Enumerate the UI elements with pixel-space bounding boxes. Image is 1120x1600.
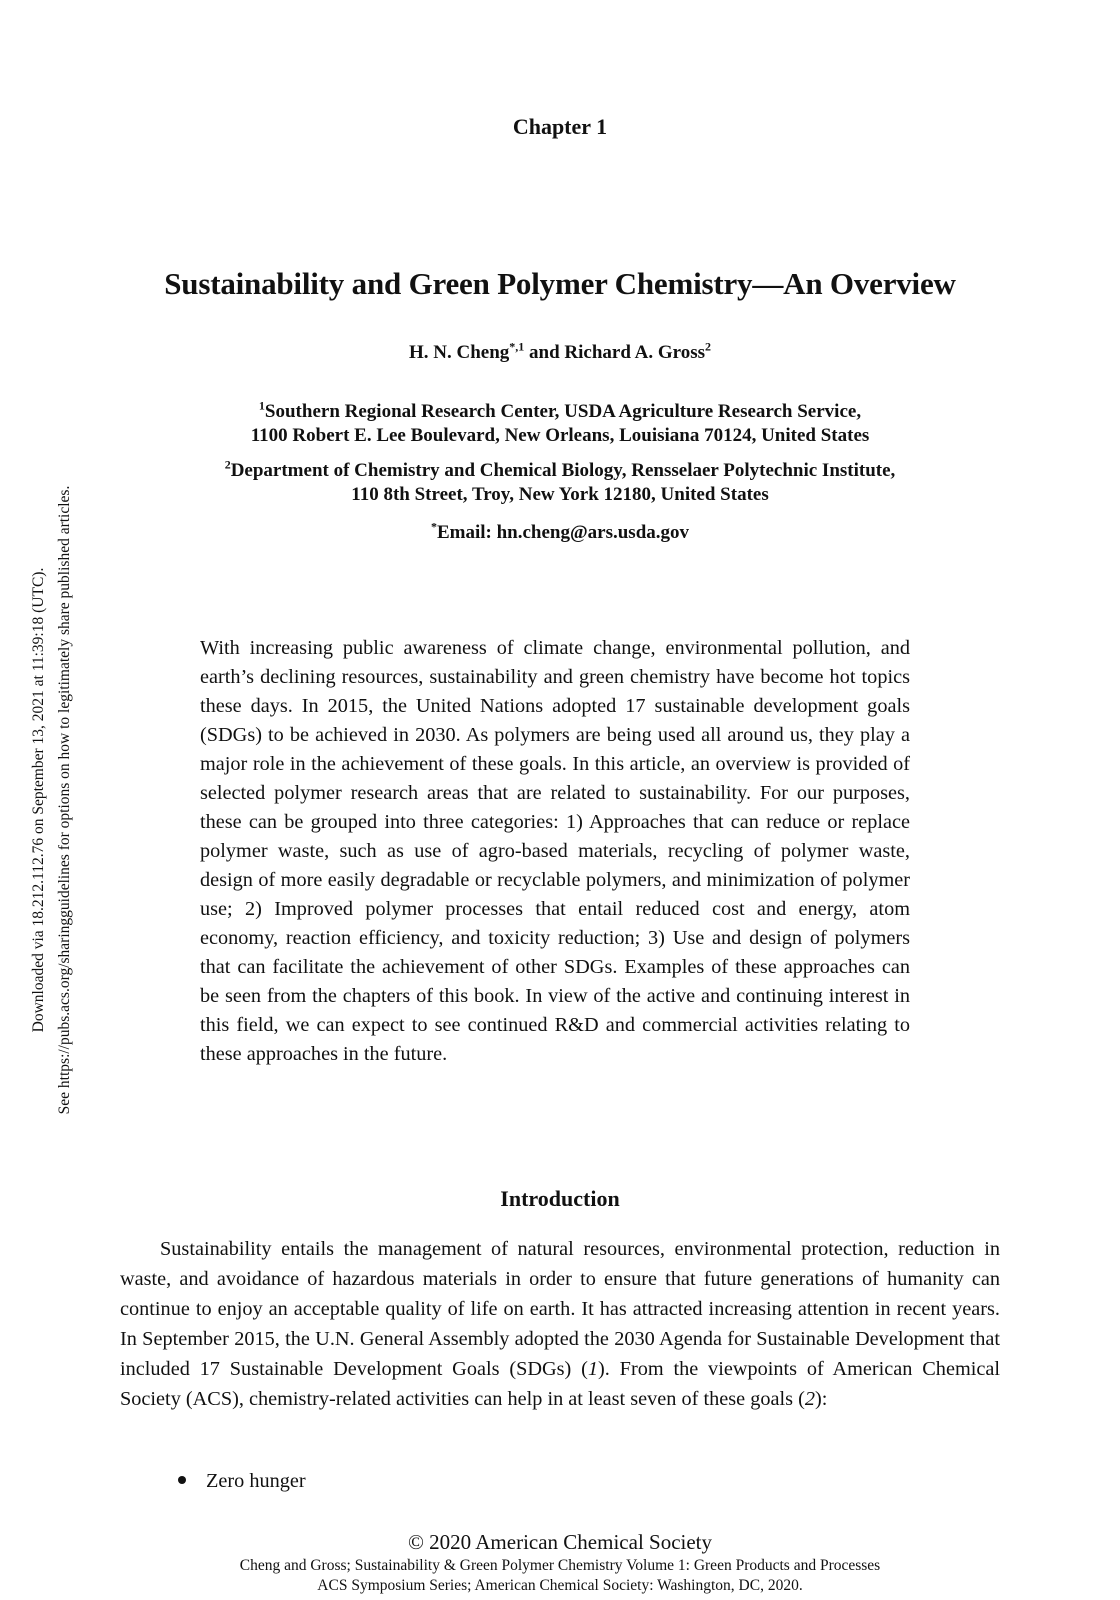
author-1-marker: *,1 [509, 339, 525, 354]
author-2-marker: 2 [705, 339, 712, 354]
introduction-heading: Introduction [500, 1186, 620, 1211]
reference-1: 1 [587, 1358, 599, 1380]
introduction-paragraph [120, 1234, 1000, 1414]
abstract: With increasing public awareness of climate change, environmental pollution, and earth’s declining resources, sustainability and green chemistry have become hot topics these days. In 2015, the United Nations adopted 17 sustainable development goals (SDGs) to be achieved in 2030. As polymers are being used all around us, they play a major role in the achievement of these goals. In this article, an overview is provided of selected polymer research areas that are related to sustainability. For our purposes, these can be grouped into three categories: 1) Approaches that can reduce or replace polymer waste, such as use of agro-based materials, recycling of polymer waste, design of more easily degradable or recyclable polymers, and minimization of polymer use; 2) Improved polymer processes that entail reduced cost and energy, atom economy, reaction efficiency, and toxicity reduction; 3) Use and design of polymers that can facilitate the achievement of other SDGs. Examples of these approaches can be seen from the chapters of this book. In view of the active and continuing interest in this field, we can expect to see continued R&D and commercial activities relating to these approaches in the future. [200, 637, 910, 1065]
intro-text-3: ): [814, 1388, 828, 1410]
affiliation-1-marker: 1 [258, 398, 265, 413]
affiliation-2-line-2: 110 8th Street, Troy, New York 12180, United States [351, 484, 769, 505]
bullet-dot-icon [178, 1476, 186, 1484]
paper-title: Sustainability and Green Polymer Chemistry—An Overview [164, 266, 956, 301]
copyright: © 2020 American Chemical Society [407, 1530, 713, 1554]
affiliation-1-line-2: 1100 Robert E. Lee Boulevard, New Orleans, Louisiana 70124, United States [250, 425, 870, 446]
affiliation-2-marker: 2 [224, 457, 231, 472]
email-marker: * [430, 519, 437, 534]
author-conjunction: and [524, 342, 565, 363]
list-item-text: Zero hunger [206, 1470, 306, 1492]
reference-2: 2 [804, 1388, 815, 1410]
list-item [178, 1470, 306, 1493]
email-text: Email: hn.cheng@ars.usda.gov [436, 522, 690, 543]
citation-line-2: ACS Symposium Series; American Chemical Society: Washington, DC, 2020. [317, 1577, 803, 1594]
intro-text-2: ). From the viewpoints of American Chemical Society (ACS), chemistry-related activities can help in at least seven of these goals ( [120, 1358, 1000, 1410]
author-line [0, 339, 1120, 364]
citation-line-1: Cheng and Gross; Sustainability & Green Polymer Chemistry Volume 1: Green Products and Processes [239, 1557, 881, 1574]
affiliation-1-line-1: Southern Regional Research Center, USDA Agriculture Research Service, [264, 401, 862, 422]
author-1: H. N. Cheng [408, 342, 510, 363]
corresponding-email [0, 519, 1120, 544]
download-notice-line-1: Downloaded via 18.212.112.76 on September 13, 2021 at 11:39:18 (UTC). [30, 567, 47, 1033]
download-notice [26, 300, 82, 1300]
download-notice-line-2: See https://pubs.acs.org/sharingguidelines for options on how to legitimately share published articles. [56, 485, 73, 1115]
author-2: Richard A. Gross [564, 342, 706, 363]
chapter-label: Chapter 1 [512, 114, 608, 139]
affiliation-2-line-1: Department of Chemistry and Chemical Biology, Rensselaer Polytechnic Institute, [230, 460, 896, 481]
intro-text-1: Sustainability entails the management of natural resources, environmental protection, reduction in waste, and avoidance of hazardous materials in order to ensure that future generations of humanity can continue to enjoy an acceptable quality of life on earth. It has attracted increasing attention in recent years. In September 2015, the U.N. General Assembly adopted the 2030 Agenda for Sustainable Development that included 17 Sustainable Development Goals (SDGs) ( [120, 1238, 1000, 1380]
affiliation-1 [0, 400, 1120, 448]
affiliation-2 [0, 459, 1120, 507]
